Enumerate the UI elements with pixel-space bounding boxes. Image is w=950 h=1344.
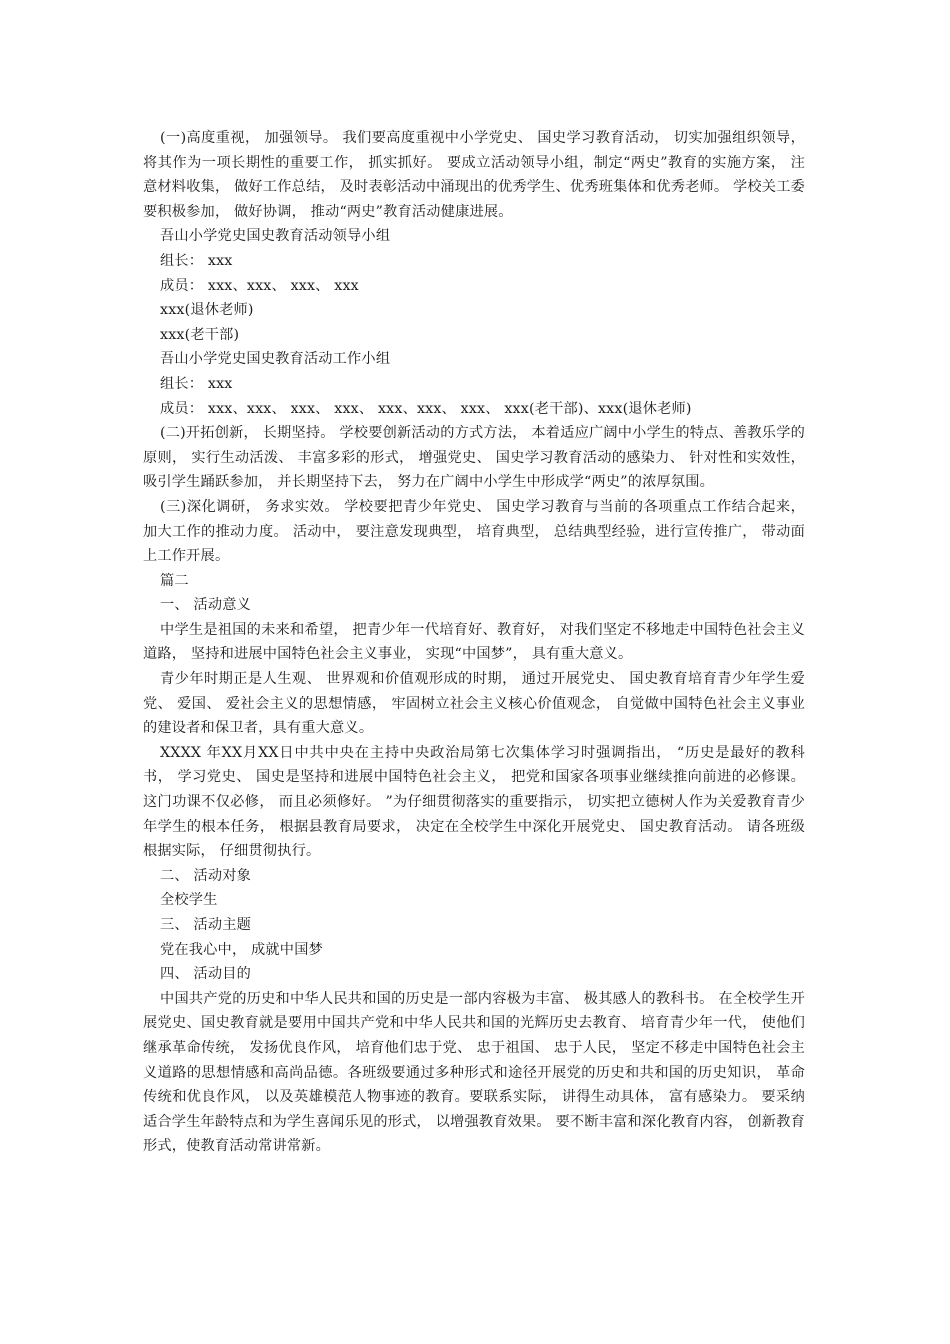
document-body: [143, 126, 805, 1159]
leading-group-veteran-cadre: xxx(老干部): [160, 326, 240, 343]
paragraph-innovation: (二)开拓创新， 长期坚持。 学校要创新活动的方式方法， 本着适应广阔中小学生的特点、善教乐学的原则， 实行生动活泼、 丰富多彩的形式， 增强党史、 国史学习教育活动的感染力、 针对性和实效性， 吸引学生踊跃参加， 并长期坚持下去， 努力在广阔中小学生中形成学“两史”的浓厚氛围。: [143, 425, 805, 491]
paragraph-significance-1: 中学生是祖国的未来和希望， 把青少年一代培育好、教育好， 对我们坚定不移地走中国特色社会主义道路， 坚持和进展中国特色社会主义事业， 实现“中国梦”， 具有重大意义。: [143, 621, 805, 663]
heading-activity-theme: 三、 活动主题: [160, 917, 252, 933]
heading-activity-purpose: 四、 活动目的: [160, 966, 252, 983]
working-group-leader: 组长： xxx: [160, 375, 233, 392]
paragraph-significance-2: 青少年时期正是人生观、 世界观和价值观形成的时期， 通过开展党史、 国史教育培育青少年学生爱党、 爱国、 爱社会主义的思想情感， 牢固树立社会主义核心价值观念， 自觉做中国特色社会主义事业的建设者和保卫者，具有重大意义。: [143, 671, 805, 737]
leading-group-retired-teacher: xxx(退休老师): [160, 302, 254, 319]
heading-activity-significance: 一、 活动意义: [160, 597, 252, 614]
working-group-members: 成员： xxx、xxx、 xxx、 xxx、 xxx、xxx、 xxx、 xxx(老干部)、xxx(退休老师): [160, 400, 692, 417]
working-group-title: 吾山小学党史国史教育活动工作小组: [160, 351, 391, 368]
paragraph-activity-target: 全校学生: [160, 892, 218, 909]
paragraph-research: (三)深化调研， 务求实效。 学校要把青少年党史、 国史学习教育与当前的各项重点工作结合起来， 加大工作的推动力度。 活动中， 要注意发现典型， 培育典型， 总结典型经验，进行宣传推广， 带动面上工作开展。: [143, 498, 805, 565]
paragraph-significance-3: XXXX 年XX月XX日中共中央在主持中央政治局第七次集体学习时强调指出， “历史是最好的教科书， 学习党史、 国史是坚持和进展中国特色社会主义， 把党和国家各项事业继续推向前进的必修课。 这门功课不仅必修， 而且必须修好。 ”为仔细贯彻落实的重要指示， 切实把立德树人作为关爱教育青少年学生的根本任务， 根据县教育局要求， 决定在全校学生中深化开展党史、 国史教育活动。 请各班级根据实际， 仔细贯彻执行。: [143, 744, 805, 860]
heading-activity-target: 二、 活动对象: [160, 867, 252, 884]
leading-group-members: 成员： xxx、xxx、 xxx、 xxx: [160, 277, 359, 294]
section-part-two: 篇二: [160, 572, 189, 589]
leading-group-leader: 组长： xxx: [160, 252, 233, 269]
paragraph-activity-purpose: 中国共产党的历史和中华人民共和国的历史是一部内容极为丰富、 极其感人的教科书。 在全校学生开展党史、国史教育就是要用中国共产党和中华人民共和国的光辉历史去教育、 培育青少年一代， 使他们继承革命传统， 发扬优良作风， 培育他们忠于党、 忠于祖国、 忠于人民， 坚定不移走中国特色社会主义道路的思想情感和高尚品德。各班级要通过多种形式和途径开展党的历史和共和国的历史知识， 革命传统和优良作风， 以及英雄模范人物事迹的教育。要联系实际， 讲得生动具体， 富有感染力。 要采纳适合学生年龄特点和为学生喜闻乐见的形式， 以增强教育效果。 要不断丰富和深化教育内容， 创新教育形式，使教育活动常讲常新。: [143, 990, 805, 1155]
leading-group-title: 吾山小学党史国史教育活动领导小组: [160, 228, 391, 245]
paragraph-activity-theme: 党在我心中， 成就中国梦: [160, 941, 323, 958]
paragraph-leadership: (一)高度重视， 加强领导。 我们要高度重视中小学党史、 国史学习教育活动， 切实加强组织领导， 将其作为一项长期性的重要工作， 抓实抓好。 要成立活动领导小组，制定“两史”教育的实施方案， 注意材料收集， 做好工作总结， 及时表彰活动中涌现出的优秀学生、优秀班集体和优秀老师。 学校关工委要积极参加， 做好协调， 推动“两史”教育活动健康进展。: [143, 130, 805, 220]
